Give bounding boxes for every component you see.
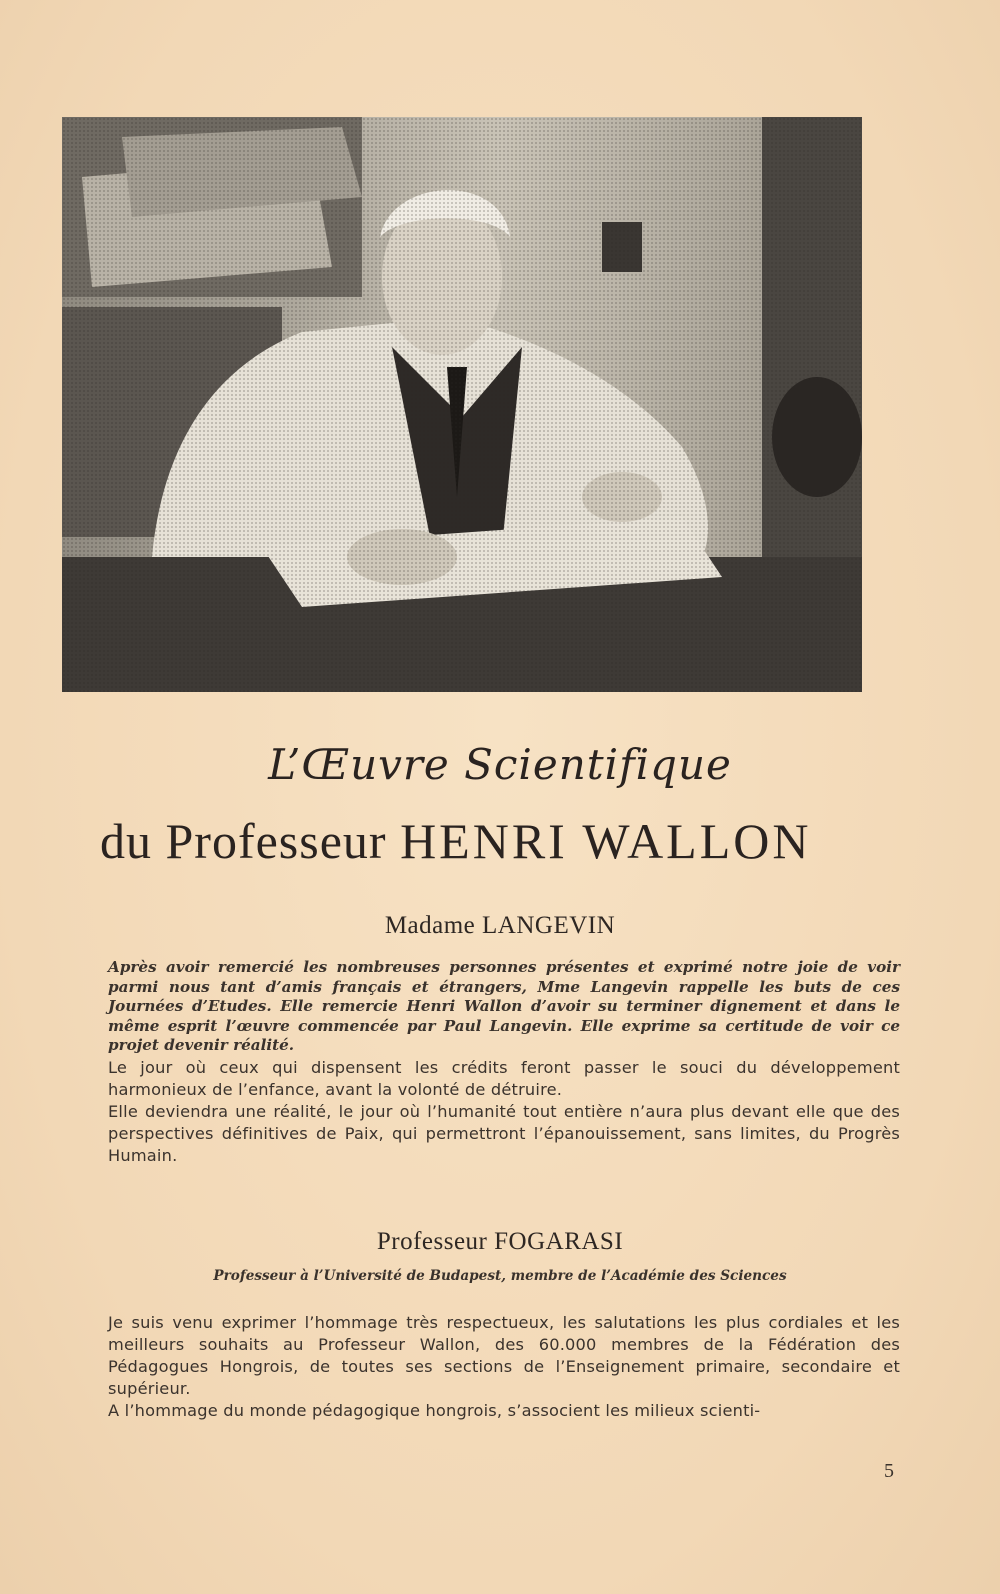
paragraph-1: Le jour où ceux qui dispensent les crédits feront passer le souci du développement harmonieux de l’enfance, avant la volonté de détruire. xyxy=(108,1058,900,1099)
title-name: HENRI WALLON xyxy=(400,813,812,869)
speaker-langevin: Madame LANGEVIN xyxy=(384,912,616,939)
paragraph-2: Elle deviendra une réalité, le jour où l’humanité tout entière n’aura plus devant elle que des perspectives définitives de Paix, qui permettront l’épanouissement, sans limites, du Progrès Humain. xyxy=(108,1102,900,1165)
portrait-photo xyxy=(62,117,862,692)
title-prefix: du Professeur xyxy=(100,813,387,869)
portrait-photo-image xyxy=(62,117,862,692)
speaker-affiliation: Professeur à l’Université de Budapest, membre de l’Académie des Sciences xyxy=(213,1268,787,1284)
page-number: 5 xyxy=(884,1460,894,1482)
paragraph-3: Je suis venu exprimer l’hommage très respectueux, les salutations les plus cordiales et les meilleurs souhaits au Professeur Wallon, des 60.000 membres de la Fédération des Pédagogues Hongrois, de toutes ses sections de l’Enseignement primaire, secondaire et supérieur. xyxy=(108,1313,900,1398)
speaker-fogarasi: Professeur FOGARASI xyxy=(376,1228,624,1255)
article-title-line1: L’Œuvre Scientifique xyxy=(268,740,732,789)
paragraph-4: A l’hommage du monde pédagogique hongrois, s’associent les milieux scienti- xyxy=(108,1401,761,1420)
intro-paragraph: Après avoir remercié les nombreuses personnes présentes et exprimé notre joie de voir parmi nous tant d’amis français et étrangers, Mme Langevin rappelle les buts de ces Journées d’Etudes. Elle remercie Henri Wallon d’avoir su terminer dignement et dans le même esprit l’œuvre commencée par Paul Langevin. Elle exprime sa certitude de voir ce projet devenir réalité. xyxy=(108,958,900,1054)
article-title-line2 xyxy=(100,812,900,870)
